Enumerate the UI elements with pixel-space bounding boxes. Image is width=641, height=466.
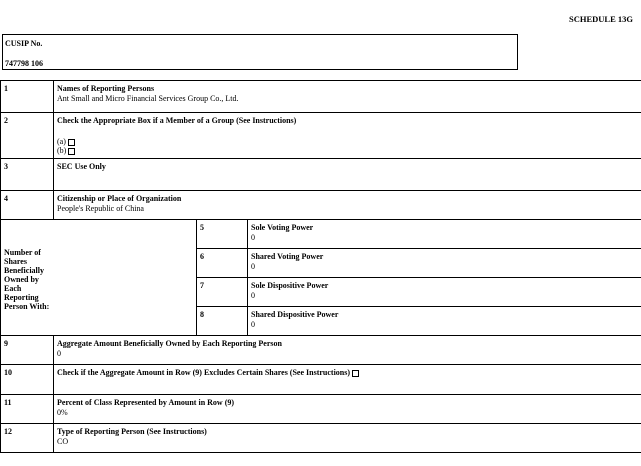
- row-content: [54, 113, 641, 159]
- row-title: Sole Voting Power: [251, 223, 314, 232]
- cover-page-table: [0, 80, 641, 453]
- reporting-person-type-value: CO: [57, 437, 69, 446]
- group-option-a: [57, 137, 639, 146]
- option-a-label: (a): [57, 137, 66, 146]
- row-number: 6: [197, 249, 248, 278]
- shared-dispositive-value: 0: [251, 320, 255, 329]
- aggregate-amount-value: 0: [57, 349, 61, 358]
- row-number: 1: [1, 81, 54, 113]
- row-title: SEC Use Only: [57, 162, 106, 171]
- schedule-title: SCHEDULE 13G: [569, 14, 633, 24]
- row-title: Check the Appropriate Box if a Member of a Group (See Instructions): [57, 116, 297, 125]
- shares-owned-label: [1, 220, 197, 336]
- row-number: 9: [1, 336, 54, 365]
- row-1: [1, 81, 641, 113]
- row-content: [54, 365, 641, 395]
- row-content: [54, 191, 641, 220]
- row-number: 10: [1, 365, 54, 395]
- row-content: [54, 81, 641, 113]
- row-number: 2: [1, 113, 54, 159]
- row-title: Aggregate Amount Beneficially Owned by Each Reporting Person: [57, 339, 282, 348]
- citizenship-value: People's Republic of China: [57, 204, 144, 213]
- shared-voting-value: 0: [251, 262, 255, 271]
- cusip-box: [2, 34, 518, 70]
- row-11: [1, 395, 641, 424]
- row-content: [54, 159, 641, 191]
- row-9: [1, 336, 641, 365]
- row-content: [54, 424, 641, 453]
- cusip-label: CUSIP No.: [5, 39, 43, 48]
- row-10: [1, 365, 641, 395]
- group-option-b: [57, 146, 639, 155]
- row-number: 8: [197, 307, 248, 336]
- row-title: Type of Reporting Person (See Instructions): [57, 427, 207, 436]
- row-number: 12: [1, 424, 54, 453]
- row-title: Shared Voting Power: [251, 252, 324, 261]
- row-title: Shared Dispositive Power: [251, 310, 339, 319]
- shares-owned-text: Number of Shares Beneficially Owned by Each Reporting Person With:: [4, 247, 50, 311]
- row-number: 7: [197, 278, 248, 307]
- row-number: 11: [1, 395, 54, 424]
- row-title: Percent of Class Represented by Amount in Row (9): [57, 398, 235, 407]
- row-content: [54, 395, 641, 424]
- row-number: 5: [197, 220, 248, 249]
- row-4: [1, 191, 641, 220]
- row-5: [1, 220, 641, 249]
- row-title: Sole Dispositive Power: [251, 281, 329, 290]
- row-content: [248, 307, 641, 336]
- sole-voting-value: 0: [251, 233, 255, 242]
- sole-dispositive-value: 0: [251, 291, 255, 300]
- row-content: [248, 220, 641, 249]
- row-number: 3: [1, 159, 54, 191]
- row-title: Names of Reporting Persons: [57, 84, 155, 93]
- row-number: 4: [1, 191, 54, 220]
- checkbox-b[interactable]: [68, 148, 75, 155]
- row-3: [1, 159, 641, 191]
- row-content: [248, 278, 641, 307]
- checkbox-a[interactable]: [68, 139, 75, 146]
- row-title: Check if the Aggregate Amount in Row (9) Excludes Certain Shares (See Instructions): [57, 368, 351, 377]
- cusip-value: 747798 106: [5, 59, 43, 68]
- reporting-person-name: Ant Small and Micro Financial Services Group Co., Ltd.: [57, 94, 239, 103]
- option-b-label: (b): [57, 146, 67, 155]
- row-content: [54, 336, 641, 365]
- row-content: [248, 249, 641, 278]
- excludes-shares-checkbox[interactable]: [352, 370, 359, 377]
- row-title: Citizenship or Place of Organization: [57, 194, 182, 203]
- row-12: [1, 424, 641, 453]
- row-2: [1, 113, 641, 159]
- percent-of-class-value: 0%: [57, 408, 68, 417]
